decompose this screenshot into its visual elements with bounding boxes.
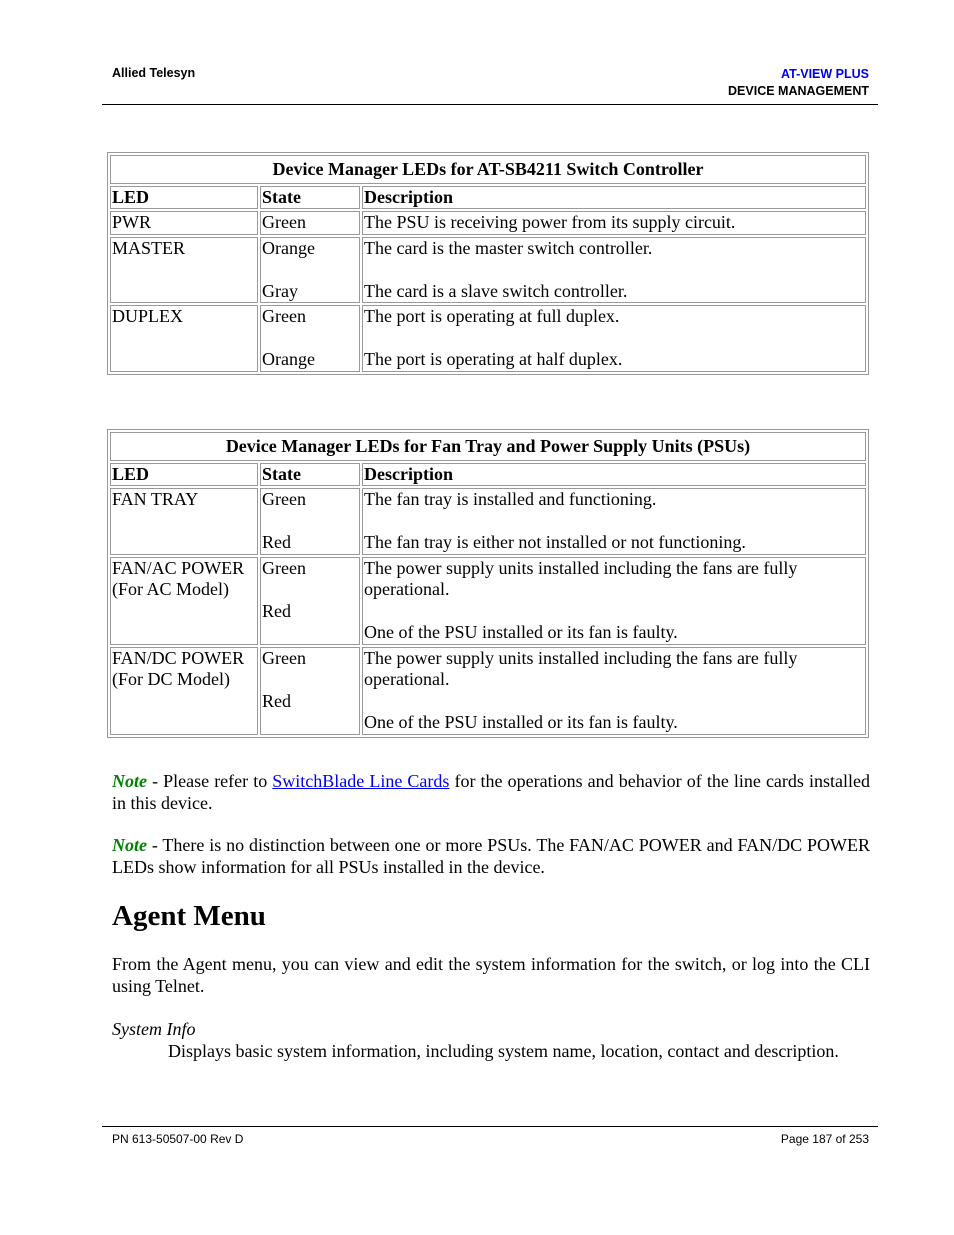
led-name: PWR [110, 211, 258, 235]
led-name: FAN/AC POWER (For AC Model) [110, 557, 258, 645]
led-state: Green [262, 306, 306, 326]
agent-menu-heading: Agent Menu [112, 900, 266, 932]
table-row [110, 488, 866, 555]
col-header-state: State [260, 186, 360, 210]
led-description: The card is a slave switch controller. [364, 280, 628, 301]
note-label: Note [112, 835, 147, 855]
led-name: DUPLEX [110, 305, 258, 372]
col-header-led: LED [110, 186, 258, 210]
header-company: Allied Telesyn [112, 66, 196, 80]
table-row [110, 305, 866, 372]
led-state: Red [262, 690, 291, 711]
system-info-title: System Info [112, 1019, 196, 1039]
footer-page-number: Page 187 of 253 [780, 1132, 869, 1146]
footer-divider [102, 1126, 878, 1127]
footer-part-number: PN 613-50507-00 Rev D [112, 1132, 244, 1146]
led-state: Orange [262, 349, 315, 369]
note-text-post: for the operations and behavior of the line cards installed in this device. [112, 771, 870, 813]
header-product: AT-VIEW PLUS [781, 67, 869, 81]
note-line-cards [112, 771, 870, 814]
note-text: - There is no distinction between one or more PSUs. The FAN/AC POWER and FAN/DC POWER LEDs show information for all PSUs installed in the device. [112, 835, 870, 877]
table-caption: Device Manager LEDs for AT-SB4211 Switch Controller [110, 155, 866, 184]
led-description: The card is the master switch controller. [364, 237, 653, 258]
fan-psu-led-table [107, 429, 869, 738]
led-state: Orange [262, 237, 315, 258]
col-header-description: Description [362, 463, 866, 487]
led-description: One of the PSU installed or its fan is faulty. [364, 712, 678, 732]
agent-intro: From the Agent menu, you can view and edit the system information for the switch, or log into the CLI using Telnet. [112, 954, 870, 996]
led-description: The power supply units installed including the fans are fully operational. [364, 647, 798, 689]
led-state: Green [262, 647, 306, 668]
table-row [110, 237, 866, 304]
led-state: Red [262, 600, 291, 621]
led-description: The fan tray is either not installed or not functioning. [364, 532, 746, 552]
table-row [110, 557, 866, 645]
table-row [110, 647, 866, 735]
led-description: The power supply units installed including the fans are fully operational. [364, 557, 798, 599]
header-section: DEVICE MANAGEMENT [728, 84, 869, 98]
led-name: MASTER [110, 237, 258, 304]
led-description: One of the PSU installed or its fan is faulty. [364, 622, 678, 642]
led-state: Gray [262, 280, 298, 301]
led-state: Green [262, 489, 306, 509]
col-header-state: State [260, 463, 360, 487]
led-name: FAN/DC POWER (For DC Model) [110, 647, 258, 735]
switch-controller-led-table [107, 152, 869, 375]
header-title-block [728, 66, 869, 100]
col-header-description: Description [362, 186, 866, 210]
switchblade-line-cards-link[interactable]: SwitchBlade Line Cards [272, 771, 450, 791]
led-description: The port is operating at full duplex. [364, 306, 620, 326]
header-divider [102, 104, 878, 105]
note-label: Note [112, 771, 147, 791]
led-description: The PSU is receiving power from its supply circuit. [364, 212, 736, 232]
note-text-pre: - Please refer to [147, 771, 273, 791]
led-description: The port is operating at half duplex. [364, 349, 623, 369]
led-state: Red [262, 532, 291, 552]
note-psu [112, 835, 870, 878]
led-state: Green [262, 557, 306, 578]
table-row [110, 211, 866, 235]
led-description: The fan tray is installed and functioning. [364, 489, 657, 509]
led-name: FAN TRAY [110, 488, 258, 555]
table-caption: Device Manager LEDs for Fan Tray and Power Supply Units (PSUs) [110, 432, 866, 461]
led-state: Green [262, 212, 306, 232]
system-info-description: Displays basic system information, including system name, location, contact and description. [168, 1041, 839, 1061]
col-header-led: LED [110, 463, 258, 487]
